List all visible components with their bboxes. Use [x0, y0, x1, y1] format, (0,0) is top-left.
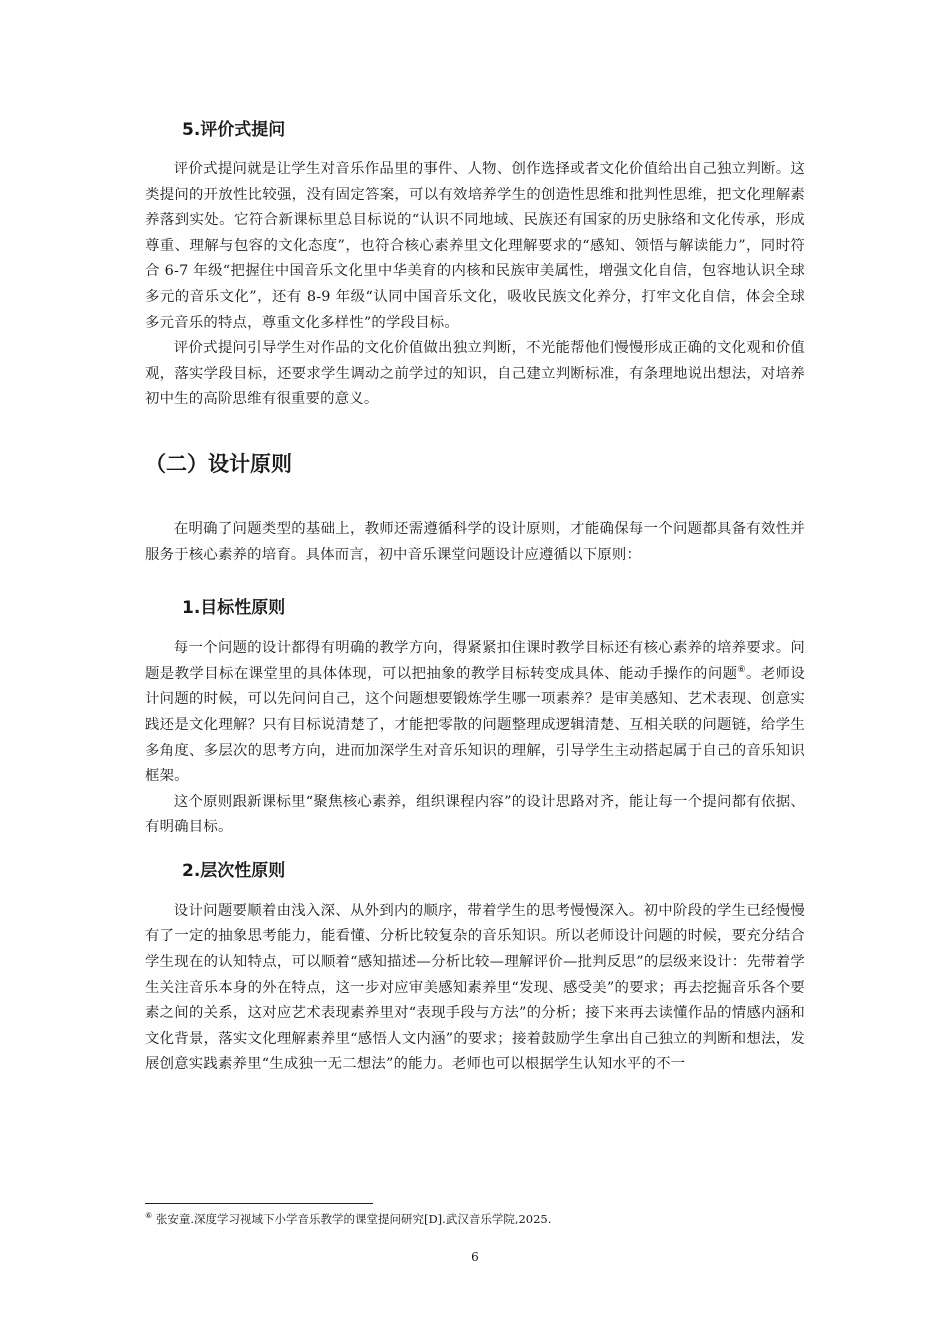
paragraph: 评价式提问引导学生对作品的文化价值做出独立判断，不光能帮他们慢慢形成正确的文化观和价值观，落实学段目标，还要求学生调动之前学过的知识，自己建立判断标准，有条理地说出想法，对培养初中生的高阶思维有很重要的意义。 [145, 340, 805, 408]
footnote-mark: ⑥ [145, 1211, 153, 1221]
footnote [145, 1210, 805, 1228]
footnote-reference[interactable]: ⑥ [737, 664, 746, 675]
page-number: 6 [471, 1250, 479, 1264]
paragraph: 这个原则跟新课标里“聚焦核心素养，组织课程内容”的设计思路对齐，能让每一个提问都有依据、有明确目标。 [145, 793, 805, 836]
subheading-goal-principle: 1.目标性原则 [182, 598, 286, 619]
page-content [145, 118, 805, 1078]
section-heading-design-principles: （二）设计原则 [145, 451, 292, 476]
footnote-text: 张安童.深度学习视域下小学音乐教学的课堂提问研究[D].武汉音乐学院,2025. [152, 1212, 552, 1226]
subheading-hierarchy-principle: 2.层次性原则 [182, 860, 286, 881]
paragraph: 在明确了问题类型的基础上，教师还需遵循科学的设计原则，才能确保每一个问题都具备有效性并服务于核心素养的培育。具体而言，初中音乐课堂问题设计应遵循以下原则： [145, 520, 805, 563]
footnote-divider [145, 1203, 373, 1204]
paragraph [145, 636, 805, 790]
paragraph-text: 。老师设计问题的时候，可以先问问自己，这个问题想要锻炼学生哪一项素养？是审美感知、艺术表现、创意实践还是文化理解？只有目标说清楚了，才能把零散的问题整理成逻辑清楚、互相关联的问题链，给学生多角度、多层次的思考方向，进而加深学生对音乐知识的理解，引导学生主动搭起属于自己的音乐知识框架。 [145, 665, 805, 785]
paragraph: 评价式提问就是让学生对音乐作品里的事件、人物、创作选择或者文化价值给出自己独立判断。这类提问的开放性比较强，没有固定答案，可以有效培养学生的创造性思维和批判性思维，把文化理解素养落到实处。它符合新课标里总目标说的“认识不同地域、民族还有国家的历史脉络和文化传承，形成尊重、理解与包容的文化态度”，也符合核心素养里文化理解要求的“感知、领悟与解读能力”，同时符合 6-7 年级“把握住中国音乐文化里中华美育的内核和民族审美属性，增强文化自信，包容地认识全球多元的音乐文化”，还有 8-9 年级“认同中国音乐文化，吸收民族文化养分，打牢文化自信，体会全球多元音乐的特点，尊重文化多样性”的学段目标。 [145, 161, 805, 331]
paragraph-text: 每一个问题的设计都得有明确的教学方向，得紧紧扣住课时教学目标还有核心素养的培养要求。问题是教学目标在课堂里的具体体现，可以把抽象的教学目标转变成具体、能动手操作的问题 [145, 640, 805, 682]
paragraph: 设计问题要顺着由浅入深、从外到内的顺序，带着学生的思考慢慢深入。初中阶段的学生已经慢慢有了一定的抽象思考能力，能看懂、分析比较复杂的音乐知识。所以老师设计问题的时候，要充分结合学生现在的认知特点，可以顺着“感知描述—分析比较—理解评价—批判反思”的层级来设计：先带着学生关注音乐本身的外在特点，这一步对应审美感知素养里“发现、感受美”的要求；再去挖掘音乐各个要素之间的关系，这对应艺术表现素养里对“表现手段与方法”的分析；接下来再去读懂作品的情感内涵和文化背景，落实文化理解素养里“感悟人文内涵”的要求；接着鼓励学生拿出自己独立的判断和想法，发展创意实践素养里“生成独一无二想法”的能力。老师也可以根据学生认知水平的不一 [145, 902, 805, 1073]
subheading-evaluative-question: 5.评价式提问 [182, 120, 286, 140]
